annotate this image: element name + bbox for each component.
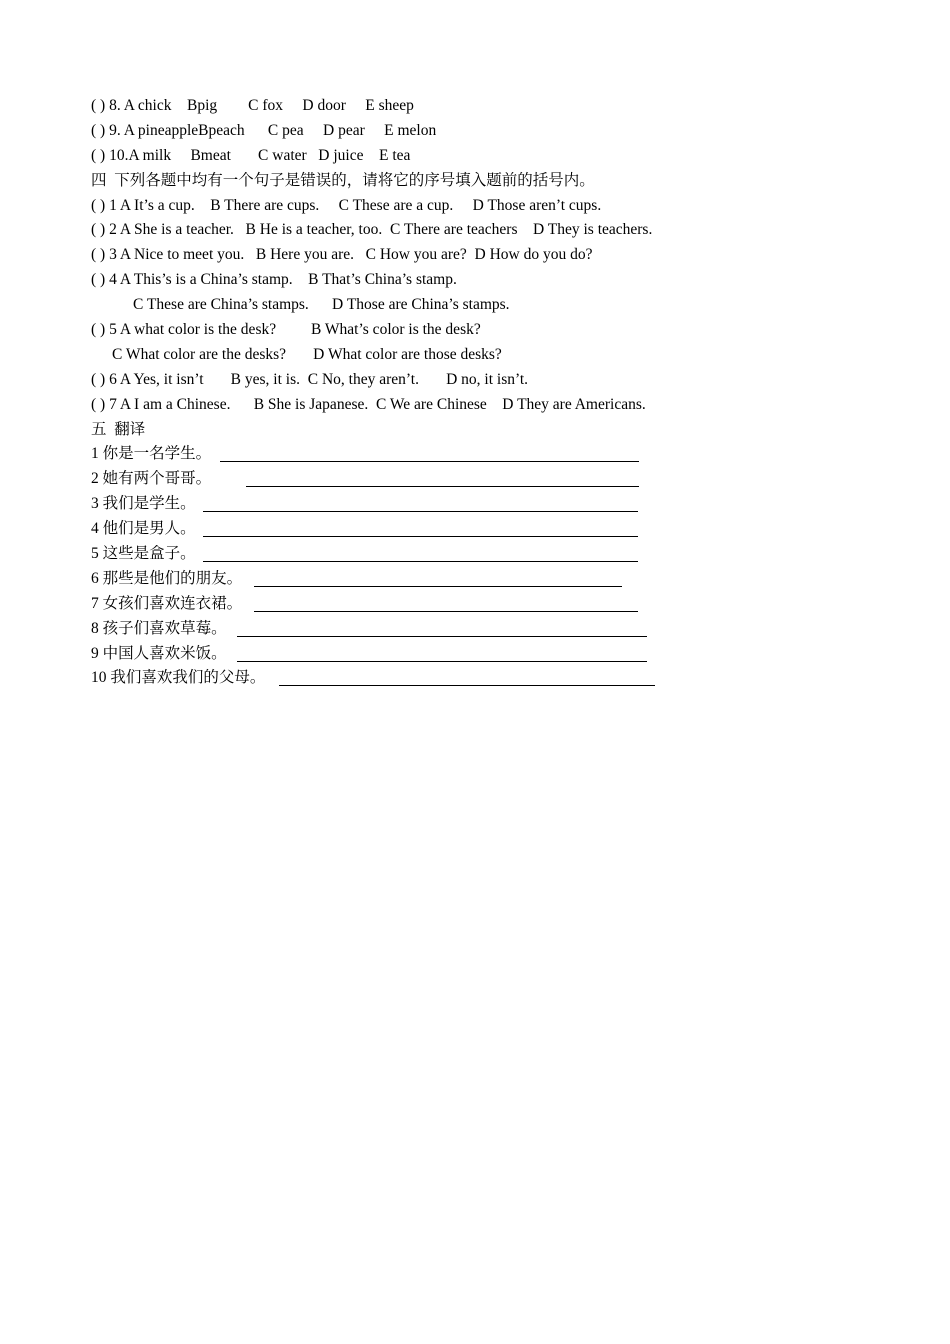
translation-item — [91, 617, 871, 642]
translation-prompt: 10 我们喜欢我们的父母。 — [91, 669, 266, 687]
answer-blank[interactable] — [203, 511, 638, 512]
translation-item — [91, 666, 871, 691]
translation-prompt: 4 他们是男人。 — [91, 520, 196, 538]
answer-blank[interactable] — [237, 661, 647, 662]
question-line: ( ) 8. A chick Bpig C fox D door E sheep — [91, 97, 414, 114]
question-line: ( ) 2 A She is a teacher. B He is a teacher, too. C There are teachers D They is teachers. — [91, 221, 653, 239]
translation-item — [91, 642, 871, 667]
translation-prompt: 8 孩子们喜欢草莓。 — [91, 619, 227, 637]
section-heading: 四 下列各题中均有一个句子是错误的，请将它的序号填入题前的括号内。 — [91, 171, 595, 189]
answer-blank[interactable] — [254, 586, 622, 587]
translation-item — [91, 517, 871, 542]
translation-prompt: 5 这些是盒子。 — [91, 545, 196, 563]
answer-blank[interactable] — [254, 611, 638, 612]
worksheet-page — [91, 94, 871, 691]
question-line: ( ) 3 A Nice to meet you. B Here you are. C How you are? D How do you do? — [91, 246, 593, 264]
question-line: ( ) 10.A milk Bmeat C water D juice E tea — [91, 146, 411, 164]
translation-item — [91, 567, 871, 592]
translation-prompt: 6 那些是他们的朋友。 — [91, 569, 243, 587]
translation-item — [91, 442, 871, 467]
question-line: ( ) 9. A pineappleBpeach C pea D pear E melon — [91, 121, 437, 139]
answer-blank[interactable] — [203, 561, 638, 562]
translation-item — [91, 492, 871, 517]
answer-blank[interactable] — [246, 486, 639, 487]
translation-prompt: 3 我们是学生。 — [91, 495, 196, 513]
question-line: ( ) 1 A It’s a cup. B There are cups. C These are a cup. D Those aren’t cups. — [91, 196, 602, 214]
translation-item — [91, 592, 871, 617]
translation-prompt: 7 女孩们喜欢连衣裙。 — [91, 594, 243, 612]
translation-prompt: 1 你是一名学生。 — [91, 445, 212, 463]
answer-blank[interactable] — [203, 536, 638, 537]
translation-prompt: 9 中国人喜欢米饭。 — [91, 644, 227, 662]
question-line: ( ) 6 A Yes, it isn’t B yes, it is. C No, they aren’t. D no, it isn’t. — [91, 370, 529, 388]
question-line: ( ) 5 A what color is the desk? B What’s color is the desk? — [91, 321, 481, 339]
answer-blank[interactable] — [237, 636, 647, 637]
answer-blank[interactable] — [279, 685, 655, 686]
translation-prompt: 2 她有两个哥哥。 — [91, 470, 212, 488]
translation-item — [91, 467, 871, 492]
question-line-continued: C What color are the desks? D What color are those desks? — [112, 345, 502, 363]
section-heading: 五 翻译 — [91, 420, 146, 438]
answer-blank[interactable] — [220, 461, 639, 462]
question-line-continued: C These are China’s stamps. D Those are China’s stamps. — [133, 296, 510, 314]
question-line: ( ) 4 A This’s is a China’s stamp. B That’s China’s stamp. — [91, 271, 457, 289]
question-line: ( ) 7 A I am a Chinese. B She is Japanese. C We are Chinese D They are Americans. — [91, 395, 646, 413]
translation-item — [91, 542, 871, 567]
